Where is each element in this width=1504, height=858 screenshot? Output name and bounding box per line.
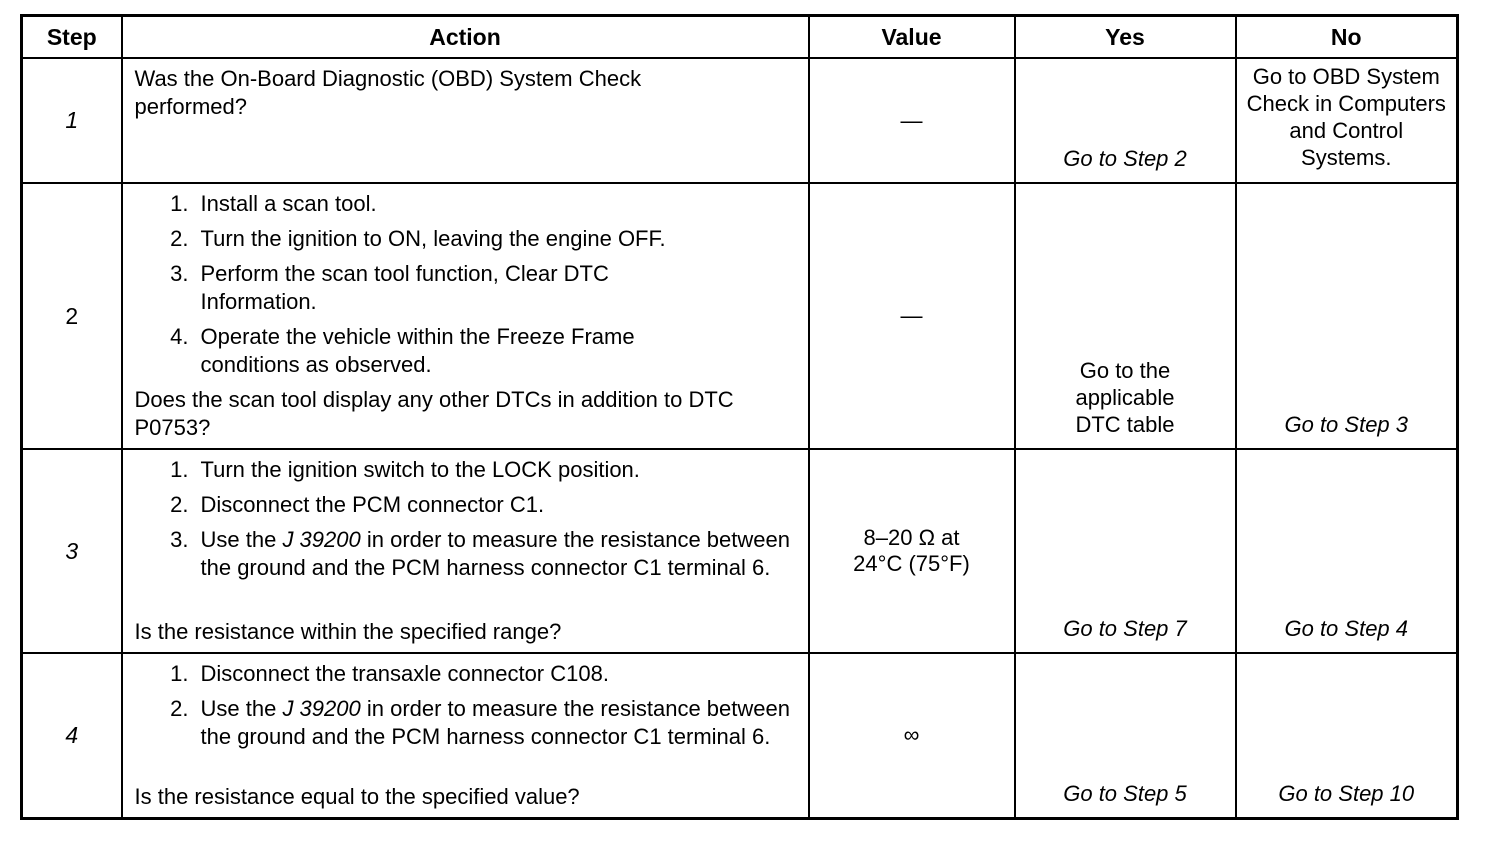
header-row <box>22 16 1458 59</box>
step-number: 1 <box>22 58 122 183</box>
step-text: Turn the ignition to ON, leaving the engine OFF. <box>200 226 666 251</box>
step-text: Turn the ignition switch to the LOCK position. <box>200 457 640 482</box>
table-row <box>22 653 1458 818</box>
step-index: 1. <box>170 457 189 482</box>
value-cell: — <box>809 183 1015 449</box>
no-cell: Go to OBD System Check in Computers and Control Systems. <box>1236 58 1458 183</box>
yes-cell: Go to Step 5 <box>1015 653 1236 818</box>
action-question: Was the On-Board Diagnostic (OBD) System Check performed? <box>134 66 642 119</box>
action-question: Does the scan tool display any other DTCs in addition to DTC P0753? <box>134 387 734 440</box>
table-row <box>22 58 1458 183</box>
step-text: Perform the scan tool function, Clear DTC Information. <box>200 261 609 314</box>
action-step <box>135 695 796 751</box>
step-index: 3. <box>170 261 189 286</box>
step-text: Operate the vehicle within the Freeze Frame conditions as observed. <box>200 324 635 377</box>
action-step <box>135 225 796 253</box>
step-index: 2. <box>170 696 189 721</box>
action-cell <box>122 58 809 183</box>
step-index: 3. <box>170 527 189 552</box>
action-step <box>135 660 796 688</box>
action-question: Is the resistance equal to the specified value? <box>134 783 580 809</box>
action-cell <box>122 653 809 818</box>
action-step <box>135 323 796 379</box>
header-action: Action <box>122 16 809 59</box>
no-cell: Go to Step 4 <box>1236 449 1458 653</box>
step-index: 2. <box>170 226 189 251</box>
action-question: Is the resistance within the specified range? <box>134 619 562 644</box>
step-text: Disconnect the transaxle connector C108. <box>200 661 609 686</box>
step-text: Install a scan tool. <box>200 191 377 216</box>
step-number: 4 <box>22 653 122 818</box>
yes-cell: Go to Step 2 <box>1015 58 1236 183</box>
action-steps <box>135 190 796 386</box>
step-index: 1. <box>170 661 189 686</box>
step-text: Use the J 39200 in order to measure the resistance between the ground and the PCM harness connector C1 terminal 6. <box>200 527 790 580</box>
step-index: 4. <box>170 324 189 349</box>
step-index: 2. <box>170 492 189 517</box>
value-cell: 8–20 Ω at 24°C (75°F) <box>809 449 1015 653</box>
step-text: Disconnect the PCM connector C1. <box>200 492 545 517</box>
action-cell <box>122 183 809 449</box>
value-cell: ∞ <box>809 653 1015 818</box>
action-step <box>135 190 796 218</box>
action-step <box>135 491 796 519</box>
header-no: No <box>1236 16 1458 59</box>
no-cell: Go to Step 10 <box>1236 653 1458 818</box>
yes-cell: Go to Step 7 <box>1015 449 1236 653</box>
diagnostic-table <box>20 14 1459 820</box>
action-steps <box>135 660 796 758</box>
step-number: 2 <box>22 183 122 449</box>
step-index: 1. <box>170 191 189 216</box>
yes-cell: Go to the applicable DTC table <box>1015 183 1236 449</box>
header-step: Step <box>22 16 122 59</box>
table-row <box>22 183 1458 449</box>
header-value: Value <box>809 16 1015 59</box>
step-number: 3 <box>22 449 122 653</box>
action-step <box>135 260 796 316</box>
value-cell: — <box>809 58 1015 183</box>
header-yes: Yes <box>1015 16 1236 59</box>
action-steps <box>135 456 796 589</box>
table-row <box>22 449 1458 653</box>
step-text: Use the J 39200 in order to measure the resistance between the ground and the PCM harness connector C1 terminal 6. <box>200 696 790 749</box>
action-cell <box>122 449 809 653</box>
action-step <box>135 456 796 484</box>
no-cell: Go to Step 3 <box>1236 183 1458 449</box>
action-step <box>135 526 796 582</box>
